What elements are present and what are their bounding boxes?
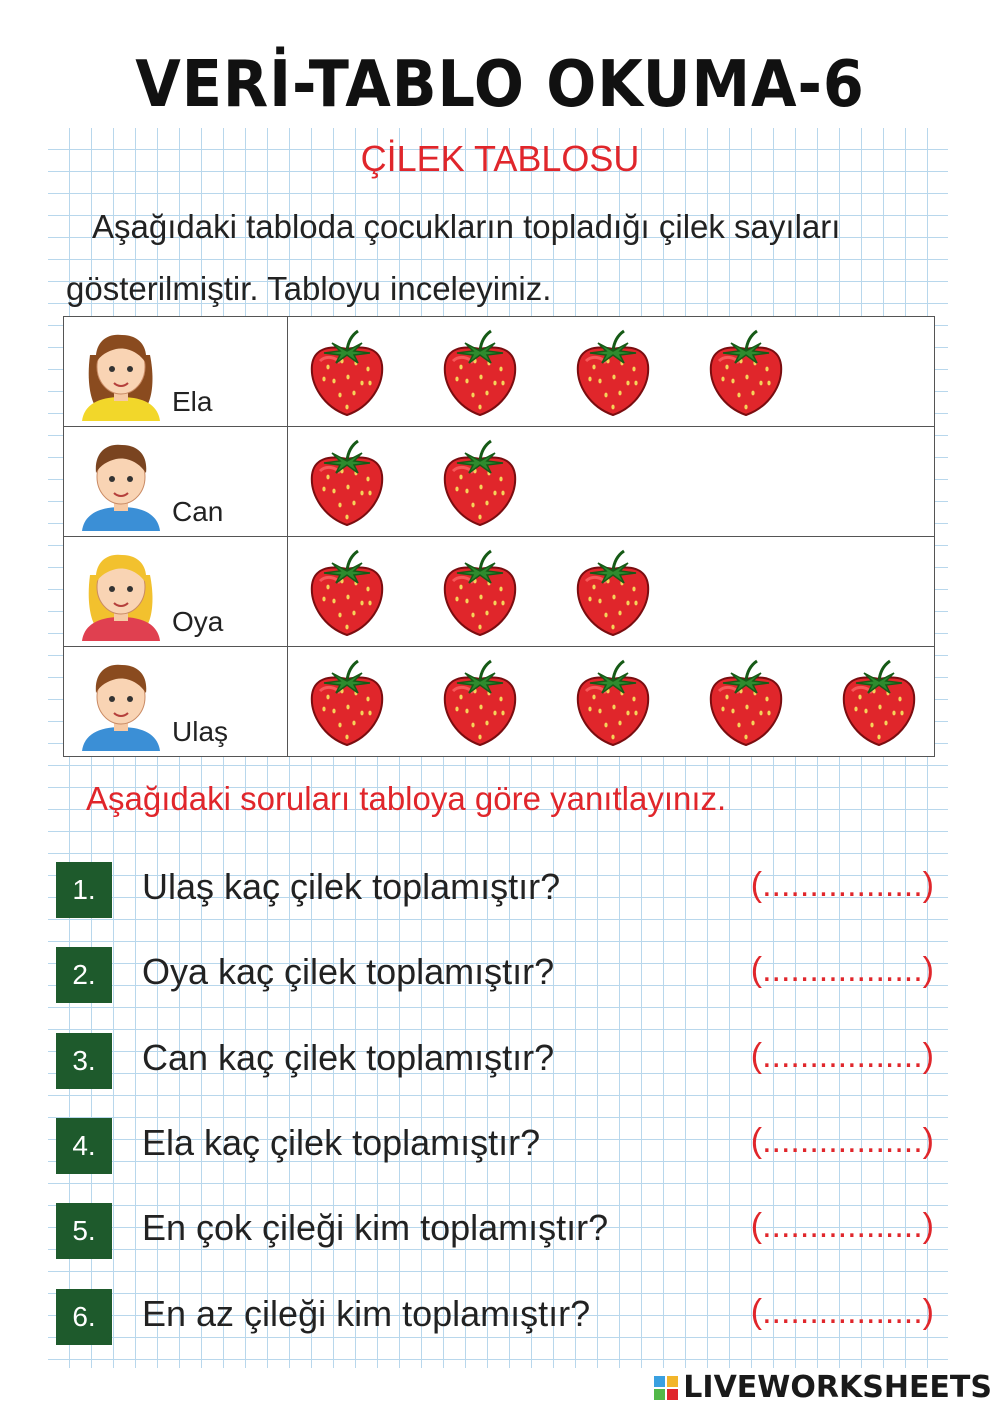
child-cell: [64, 647, 288, 757]
strawberry-pictograph: [63, 316, 935, 757]
question-number: 3.: [56, 1033, 112, 1089]
page-title: VERİ-TABLO OKUMA-6: [135, 48, 865, 122]
child-name: Ulaş: [172, 716, 229, 747]
intro-line-1: Aşağıdaki tabloda çocukların topladığı çilek sayıları: [92, 208, 841, 245]
strawberry-icon: [572, 547, 654, 639]
child-name: Ela: [172, 386, 213, 417]
question-number: 1.: [56, 862, 112, 918]
brand-logo: [653, 1370, 992, 1405]
child-cell: [64, 537, 288, 647]
boy-ulas-icon: [76, 655, 166, 751]
strawberry-icon: [306, 547, 388, 639]
answer-blank[interactable]: (.................): [750, 951, 934, 990]
question-text: Oya kaç çilek toplamıştır?: [142, 951, 555, 993]
girl-ela-icon: [76, 325, 166, 421]
question-text: En çok çileği kim toplamıştır?: [142, 1207, 609, 1249]
question-item: [56, 862, 936, 918]
strawberry-icon: [439, 547, 521, 639]
liveworksheets-logo-icon: [653, 1375, 679, 1401]
strawberry-cell: [287, 317, 934, 427]
answer-blank[interactable]: (.................): [750, 1036, 934, 1075]
strawberry-icon: [572, 327, 654, 419]
pictograph-row: [64, 317, 935, 427]
strawberry-icon: [306, 327, 388, 419]
question-text: Can kaç çilek toplamıştır?: [142, 1036, 555, 1078]
strawberry-icon: [439, 327, 521, 419]
table-title: ÇİLEK TABLOSU: [360, 138, 640, 179]
strawberry-icon: [439, 657, 521, 749]
child-cell: [64, 427, 288, 537]
intro-line-2: gösterilmiştir. Tabloyu inceleyiniz.: [66, 270, 552, 307]
question-item: [56, 947, 936, 1003]
strawberry-icon: [306, 437, 388, 529]
question-number: 6.: [56, 1289, 112, 1345]
strawberry-icon: [306, 657, 388, 749]
child-name: Oya: [172, 606, 224, 637]
pictograph-row: [64, 427, 935, 537]
pictograph-row: [64, 537, 935, 647]
answer-blank[interactable]: (.................): [750, 1121, 934, 1160]
girl-oya-icon: [76, 545, 166, 641]
strawberry-cell: [287, 427, 934, 537]
question-number: 4.: [56, 1118, 112, 1174]
question-number: 5.: [56, 1203, 112, 1259]
question-text: Ulaş kaç çilek toplamıştır?: [142, 866, 561, 907]
question-text: Ela kaç çilek toplamıştır?: [142, 1121, 541, 1163]
pictograph-row: [64, 647, 935, 757]
child-name: Can: [172, 496, 224, 527]
question-item: [56, 1203, 936, 1259]
answer-blank[interactable]: (.................): [750, 866, 934, 904]
strawberry-icon: [439, 437, 521, 529]
questions-header: Aşağıdaki soruları tabloya göre yanıtlayınız.: [86, 780, 727, 817]
boy-can-icon: [76, 435, 166, 531]
brand-name: LIVEWORKSHEETS: [683, 1370, 992, 1405]
strawberry-cell: [287, 647, 934, 757]
answer-blank[interactable]: (.................): [750, 1207, 934, 1246]
question-text: En az çileği kim toplamıştır?: [142, 1292, 591, 1334]
intro-text: [66, 196, 946, 320]
strawberry-icon: [838, 657, 920, 749]
question-item: [56, 1118, 936, 1174]
question-number: 2.: [56, 947, 112, 1003]
question-item: [56, 1033, 936, 1089]
child-cell: [64, 317, 288, 427]
strawberry-icon: [705, 327, 787, 419]
question-item: [56, 1289, 936, 1345]
strawberry-icon: [705, 657, 787, 749]
strawberry-cell: [287, 537, 934, 647]
strawberry-icon: [572, 657, 654, 749]
answer-blank[interactable]: (.................): [750, 1292, 934, 1331]
